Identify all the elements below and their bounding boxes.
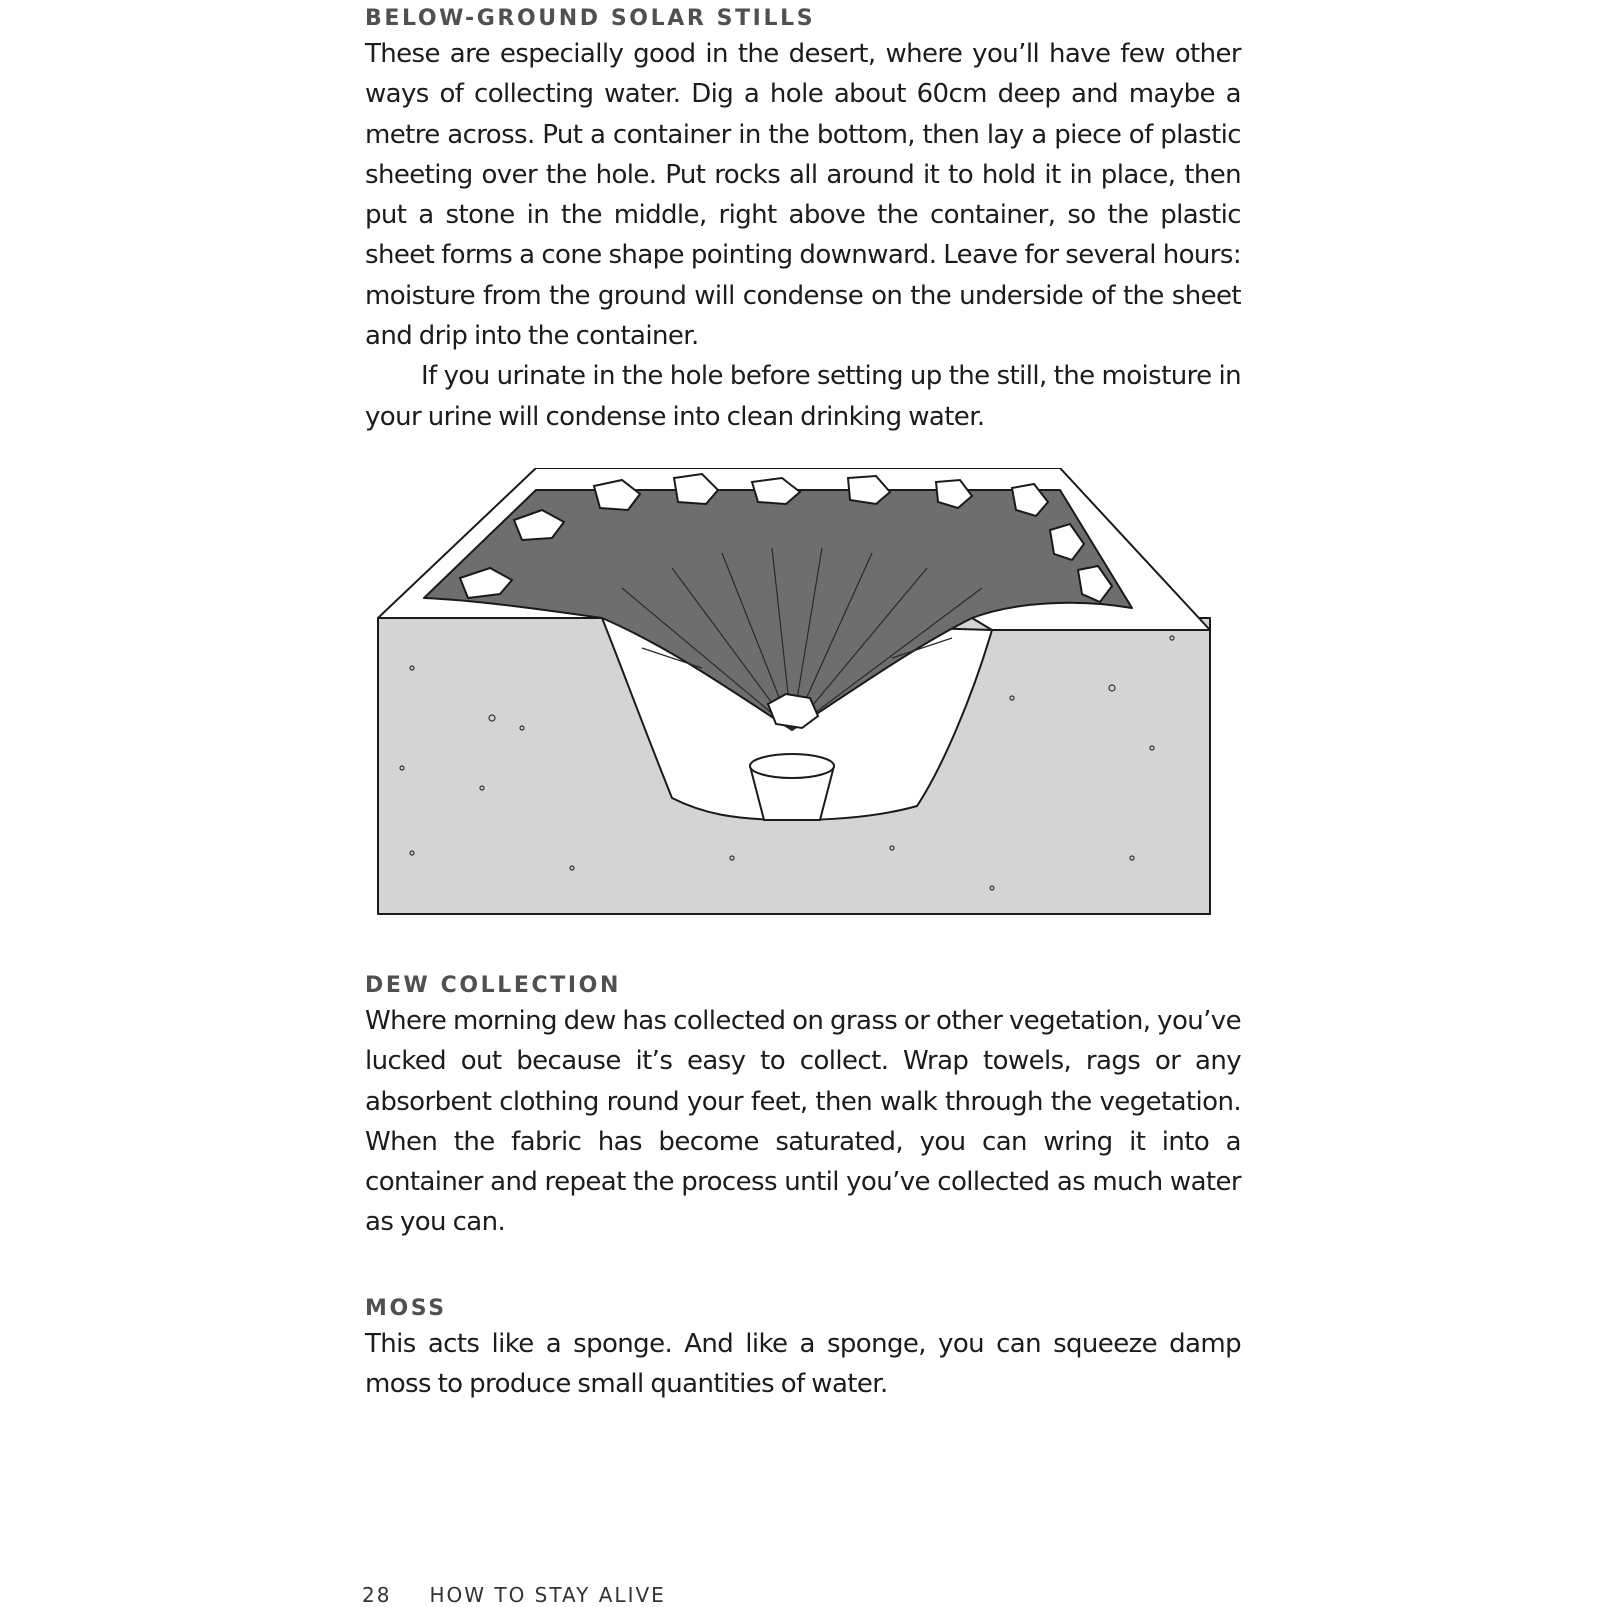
section-solar-stills	[365, 4, 1241, 437]
paragraph: Where morning dew has collected on grass or other vegetation, you’ve lucked out because it’s easy to collect. Wrap towels, rags or any absorbent clothing round your feet, then walk through the vegetation. When the fabric has become saturated, you can wring it into a container and repeat the process until you’ve collected as much water as you can.	[365, 1006, 1241, 1238]
container-rim	[750, 754, 834, 778]
section-heading: BELOW-GROUND SOLAR STILLS	[365, 6, 816, 31]
section-heading: DEW COLLECTION	[365, 973, 621, 998]
running-title: HOW TO STAY ALIVE	[429, 1583, 666, 1607]
paragraph: This acts like a sponge. And like a sponge, you can squeeze damp moss to produce small quantities of water.	[365, 1329, 1241, 1400]
page-number: 28	[362, 1583, 392, 1607]
section-heading: MOSS	[365, 1296, 447, 1321]
paragraph: If you urinate in the hole before setting up the still, the moisture in your urine will condense into clean drinking water.	[365, 361, 1241, 432]
section-moss	[365, 1294, 1241, 1405]
section-dew-collection	[365, 971, 1241, 1243]
solar-still-illustration	[372, 468, 1230, 916]
page-footer	[362, 1583, 666, 1607]
paragraph: These are especially good in the desert, where you’ll have few other ways of collecting water. Dig a hole about 60cm deep and maybe a metre across. Put a container in the bottom, then lay a piece of plastic sheeting over the hole. Put rocks all around it to hold it in place, then put a stone in the middle, right above the container, so the plastic sheet forms a cone shape pointing downward. Leave for several hours: moisture from the ground will condense on the underside of the sheet and drip into the container.	[365, 39, 1241, 352]
